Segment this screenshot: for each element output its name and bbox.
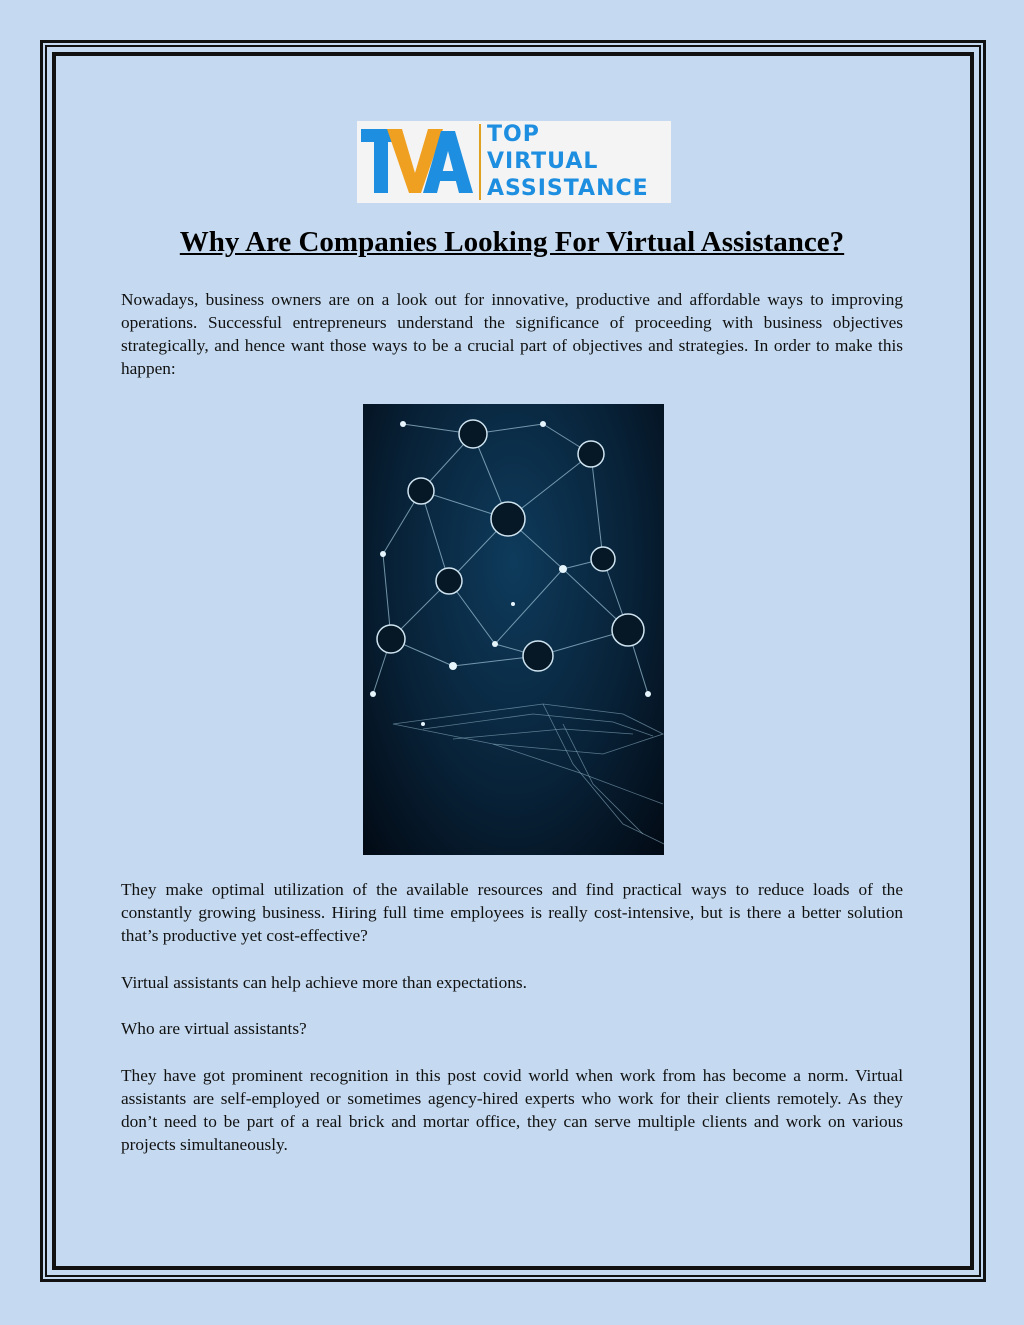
paragraph-recognition: They have got prominent recognition in this post covid world when work from has become a norm. Virtual assistants are self-employed or sometimes agency-hired experts who work for their clients remotely. As they don’t need to be part of a real brick and mortar office, they can serve multiple clients and work on various projects simultaneously. bbox=[121, 1066, 903, 1154]
logo-line-top: TOP bbox=[487, 122, 540, 147]
logo-line-virtual: VIRTUAL bbox=[487, 149, 599, 174]
paragraph-intro: Nowadays, business owners are on a look out for innovative, productive and affordable ways to improving operations. Successful entrepreneurs understand the significance of proceeding with business objectives strategically, and hence want those ways to be a crucial part of objectives and strategies. In order to make this happen: bbox=[121, 290, 903, 378]
logo-divider bbox=[479, 124, 481, 200]
paragraph-expectations: Virtual assistants can help achieve more than expectations. bbox=[121, 973, 527, 992]
network-graph-illustration bbox=[363, 404, 664, 855]
page-title: Why Are Companies Looking For Virtual Assistance? bbox=[179, 226, 845, 258]
tva-logo-mark-icon bbox=[357, 121, 475, 203]
logo-wordmark bbox=[487, 121, 649, 202]
paragraph-question: Who are virtual assistants? bbox=[121, 1019, 307, 1038]
paragraph-resources: They make optimal utilization of the available resources and find practical ways to reduce loads of the constantly growing business. Hiring full time employees is really cost-intensive, but is there a better solution that’s productive yet cost-effective? bbox=[121, 880, 903, 945]
top-virtual-assistance-logo bbox=[357, 121, 671, 203]
logo-line-assistance: ASSISTANCE bbox=[487, 176, 649, 201]
network-people-image bbox=[363, 404, 664, 855]
